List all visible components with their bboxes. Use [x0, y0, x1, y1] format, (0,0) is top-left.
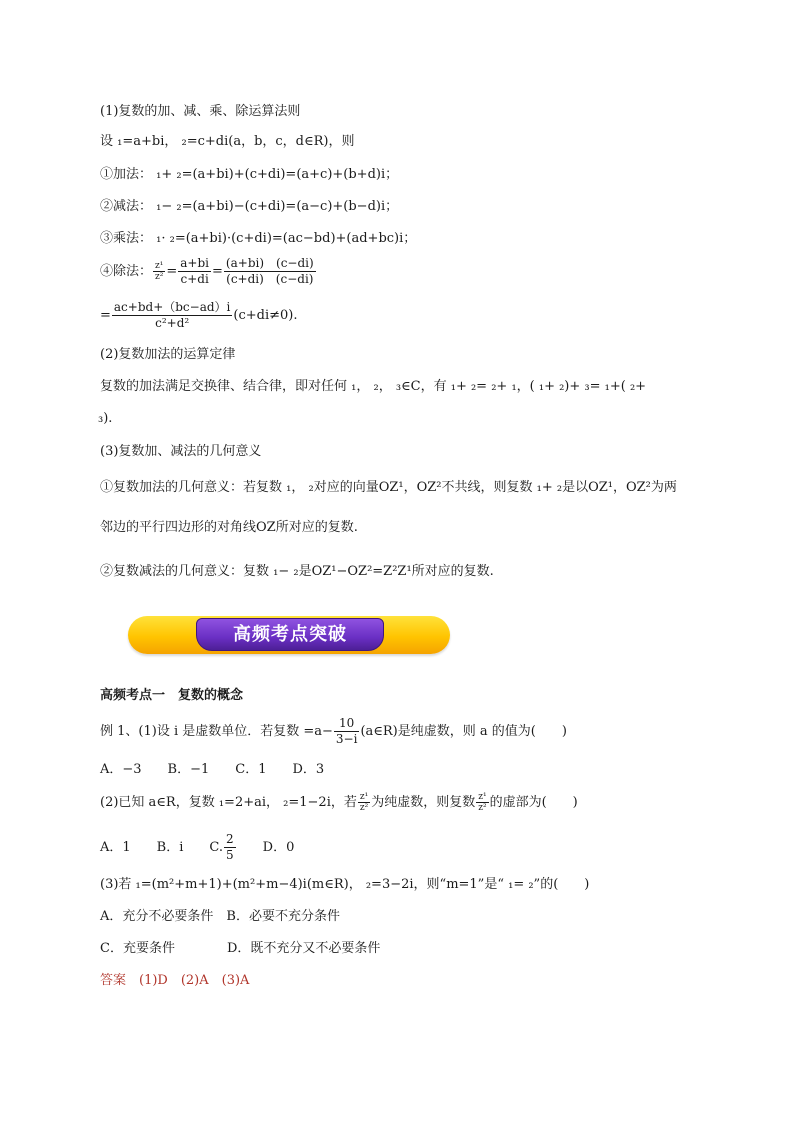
- division-condition: (c+di≠0).: [233, 308, 298, 323]
- rule-multiplication: ③乘法： ₁· ₂=(a+bi)·(c+di)=(ac−bd)+(ad+bc)i；: [100, 231, 417, 246]
- q1-suffix: (a∈R)是纯虚数，则 a 的值为( ): [360, 724, 567, 739]
- section2-heading: (2)复数加法的运算定律: [100, 347, 236, 362]
- q1-prefix: 例 1、(1)设 i 是虚数单位．若复数 =a−: [100, 724, 333, 739]
- rule-addition: ①加法： ₁+ ₂=(a+bi)+(c+di)=(a+c)+(b+d)i；: [100, 167, 399, 182]
- q2-prefix: (2)已知 a∈R，复数 ₁=2+ai， ₂=1−2i，若: [100, 795, 357, 810]
- section2-line2: ₃).: [98, 411, 113, 426]
- equals-sign: =: [212, 264, 223, 279]
- equals-sign: =: [166, 264, 178, 279]
- q2-middle: 为纯虚数，则复数: [371, 795, 476, 810]
- division-fraction-1: $\frac{a+bi}{c+di}$: [180, 256, 210, 286]
- equals-sign: =: [100, 308, 111, 323]
- division-z-fraction: $\frac{\text{z¹}}{\text{z²}}$: [155, 261, 164, 282]
- q2-suffix: 的虚部为( ): [489, 795, 578, 810]
- section-banner: [128, 616, 450, 654]
- section1-setup: 设 ₁=a+bi， ₂=c+di(a，b，c，d∈R)，则: [100, 134, 355, 149]
- division-fraction-2: $\frac{(a+bi) (c-di)}{(c+di) (c-di)}$: [225, 256, 314, 286]
- rule-subtraction: ②减法： ₁− ₂=(a+bi)−(c+di)=(a−c)+(b−d)i；: [100, 199, 399, 214]
- q1-options: A．−3 B．−1 C．1 D．3: [100, 762, 325, 777]
- q2-options: [100, 832, 294, 863]
- section3-addition-meaning-line2: 邻边的平行四边形的对角线OZ所对应的复数.: [100, 520, 358, 535]
- rule-division: [100, 256, 317, 287]
- banner-title: 高频考点突破: [196, 618, 384, 651]
- section3-heading: (3)复数加、减法的几何意义: [100, 444, 262, 459]
- exam-point-title: 高频考点一 复数的概念: [100, 688, 244, 703]
- example1-q2: [100, 792, 578, 813]
- section3-subtraction-meaning: ②复数减法的几何意义：复数 ₁− ₂是OZ¹−OZ²=Z²Z¹所对应的复数.: [100, 564, 494, 579]
- q2-fraction-1: $\frac{\text{z¹}}{\text{z²}}$: [359, 792, 369, 813]
- q2-options-ab: A．1 B．i C.: [100, 840, 223, 855]
- q1-fraction: $\frac{10}{3-i}$: [335, 716, 358, 746]
- section2-line1: 复数的加法满足交换律、结合律，即对任何 ₁， ₂， ₃∈C，有 ₁+ ₂= ₂+ ₁，( ₁+ ₂)+ ₃= ₁+( ₂+: [100, 379, 647, 394]
- example1-q3: (3)若 ₁=(m²+m+1)+(m²+m−4)i(m∈R)， ₂=3−2i，则“m=1”是“ ₁= ₂”的( ): [100, 877, 590, 892]
- q2-fraction-2: $\frac{\text{z¹}}{\text{z²}}$: [478, 792, 487, 813]
- answer-line: 答案 (1)D (2)A (3)A: [100, 973, 250, 988]
- q2-option-d: D．0: [236, 840, 295, 855]
- division-result-fraction: $\frac{ac+bd+(bc-ad)i}{\text{c²+d²}}$: [113, 300, 231, 330]
- q3-options-cd: C．充要条件 D．既不充分又不必要条件: [100, 941, 381, 956]
- example1-q1: [100, 716, 567, 747]
- section3-addition-meaning-line1: ①复数加法的几何意义：若复数 ₁， ₂对应的向量OZ¹，OZ²不共线，则复数 ₁+ ₂是以OZ¹，OZ²为两: [100, 480, 677, 495]
- rule-division-result: [100, 300, 297, 331]
- division-label: ④除法：: [100, 264, 153, 279]
- q3-options-ab: A．充分不必要条件 B．必要不充分条件: [100, 909, 340, 924]
- section1-heading: (1)复数的加、减、乘、除运算法则: [100, 104, 301, 119]
- q2-option-c-fraction: $\frac{2}{5}$: [226, 832, 234, 862]
